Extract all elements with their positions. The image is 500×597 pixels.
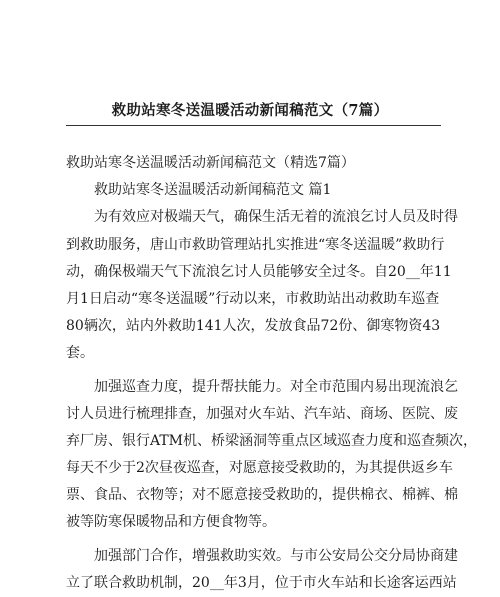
paragraph-1-line-2: 到救助服务，唐山市救助管理站扎实推进“寒冬送温暖”救助行	[66, 236, 445, 253]
title-divider	[66, 125, 441, 126]
paragraph-2-line-6: 被等防寒保暖物品和方便食物等。	[66, 514, 276, 531]
paragraph-1-line-1: 为有效应对极端天气，确保生活无着的流浪乞讨人员及时得	[94, 209, 458, 226]
paragraph-2-line-5: 票、食品、衣物等；对不愿意接受救助的，提供棉衣、棉裤、棉	[66, 487, 458, 504]
document-body	[66, 150, 478, 597]
document-title: 救助站寒冬送温暖活动新闻稿范文（7篇）	[111, 102, 389, 119]
paragraph-1-line-6: 套。	[66, 345, 94, 362]
paragraph-1-line-4: 月1日启动“寒冬送温暖”行动以来，市救助站出动救助车巡查	[66, 290, 440, 307]
paragraph-2-line-2: 讨人员进行梳理排查，加强对火车站、汽车站、商场、医院、废	[66, 405, 458, 422]
paragraph-1-line-3: 动，确保极端天气下流浪乞讨人员能够安全过冬。自20__年11	[66, 263, 452, 280]
paragraph-2-line-1: 加强巡查力度，提升帮扶能力。对全市范围内易出现流浪乞	[94, 378, 458, 395]
paragraph-1-line-5: 80辆次，站内外救助141人次，发放食品72份、御寒物资43	[66, 318, 441, 335]
paragraph-2-line-4: 每天不少于2次昼夜巡查，对愿意接受救助的，为其提供返乡车	[66, 460, 453, 477]
paragraph-3-line-2: 立了联合救助机制，20__年3月，位于市火车站和长途客运西站	[66, 574, 457, 591]
paragraph-3-line-1: 加强部门合作，增强救助实效。与市公安局公交分局协商建	[94, 547, 458, 564]
paragraph-2-line-3: 弃厂房、银行ATM机、桥梁涵洞等重点区域巡查力度和巡查频次，	[66, 432, 478, 449]
section-heading: 救助站寒冬送温暖活动新闻稿范文 篇1	[94, 182, 332, 199]
subtitle-line: 救助站寒冬送温暖活动新闻稿范文（精选7篇）	[66, 155, 355, 171]
